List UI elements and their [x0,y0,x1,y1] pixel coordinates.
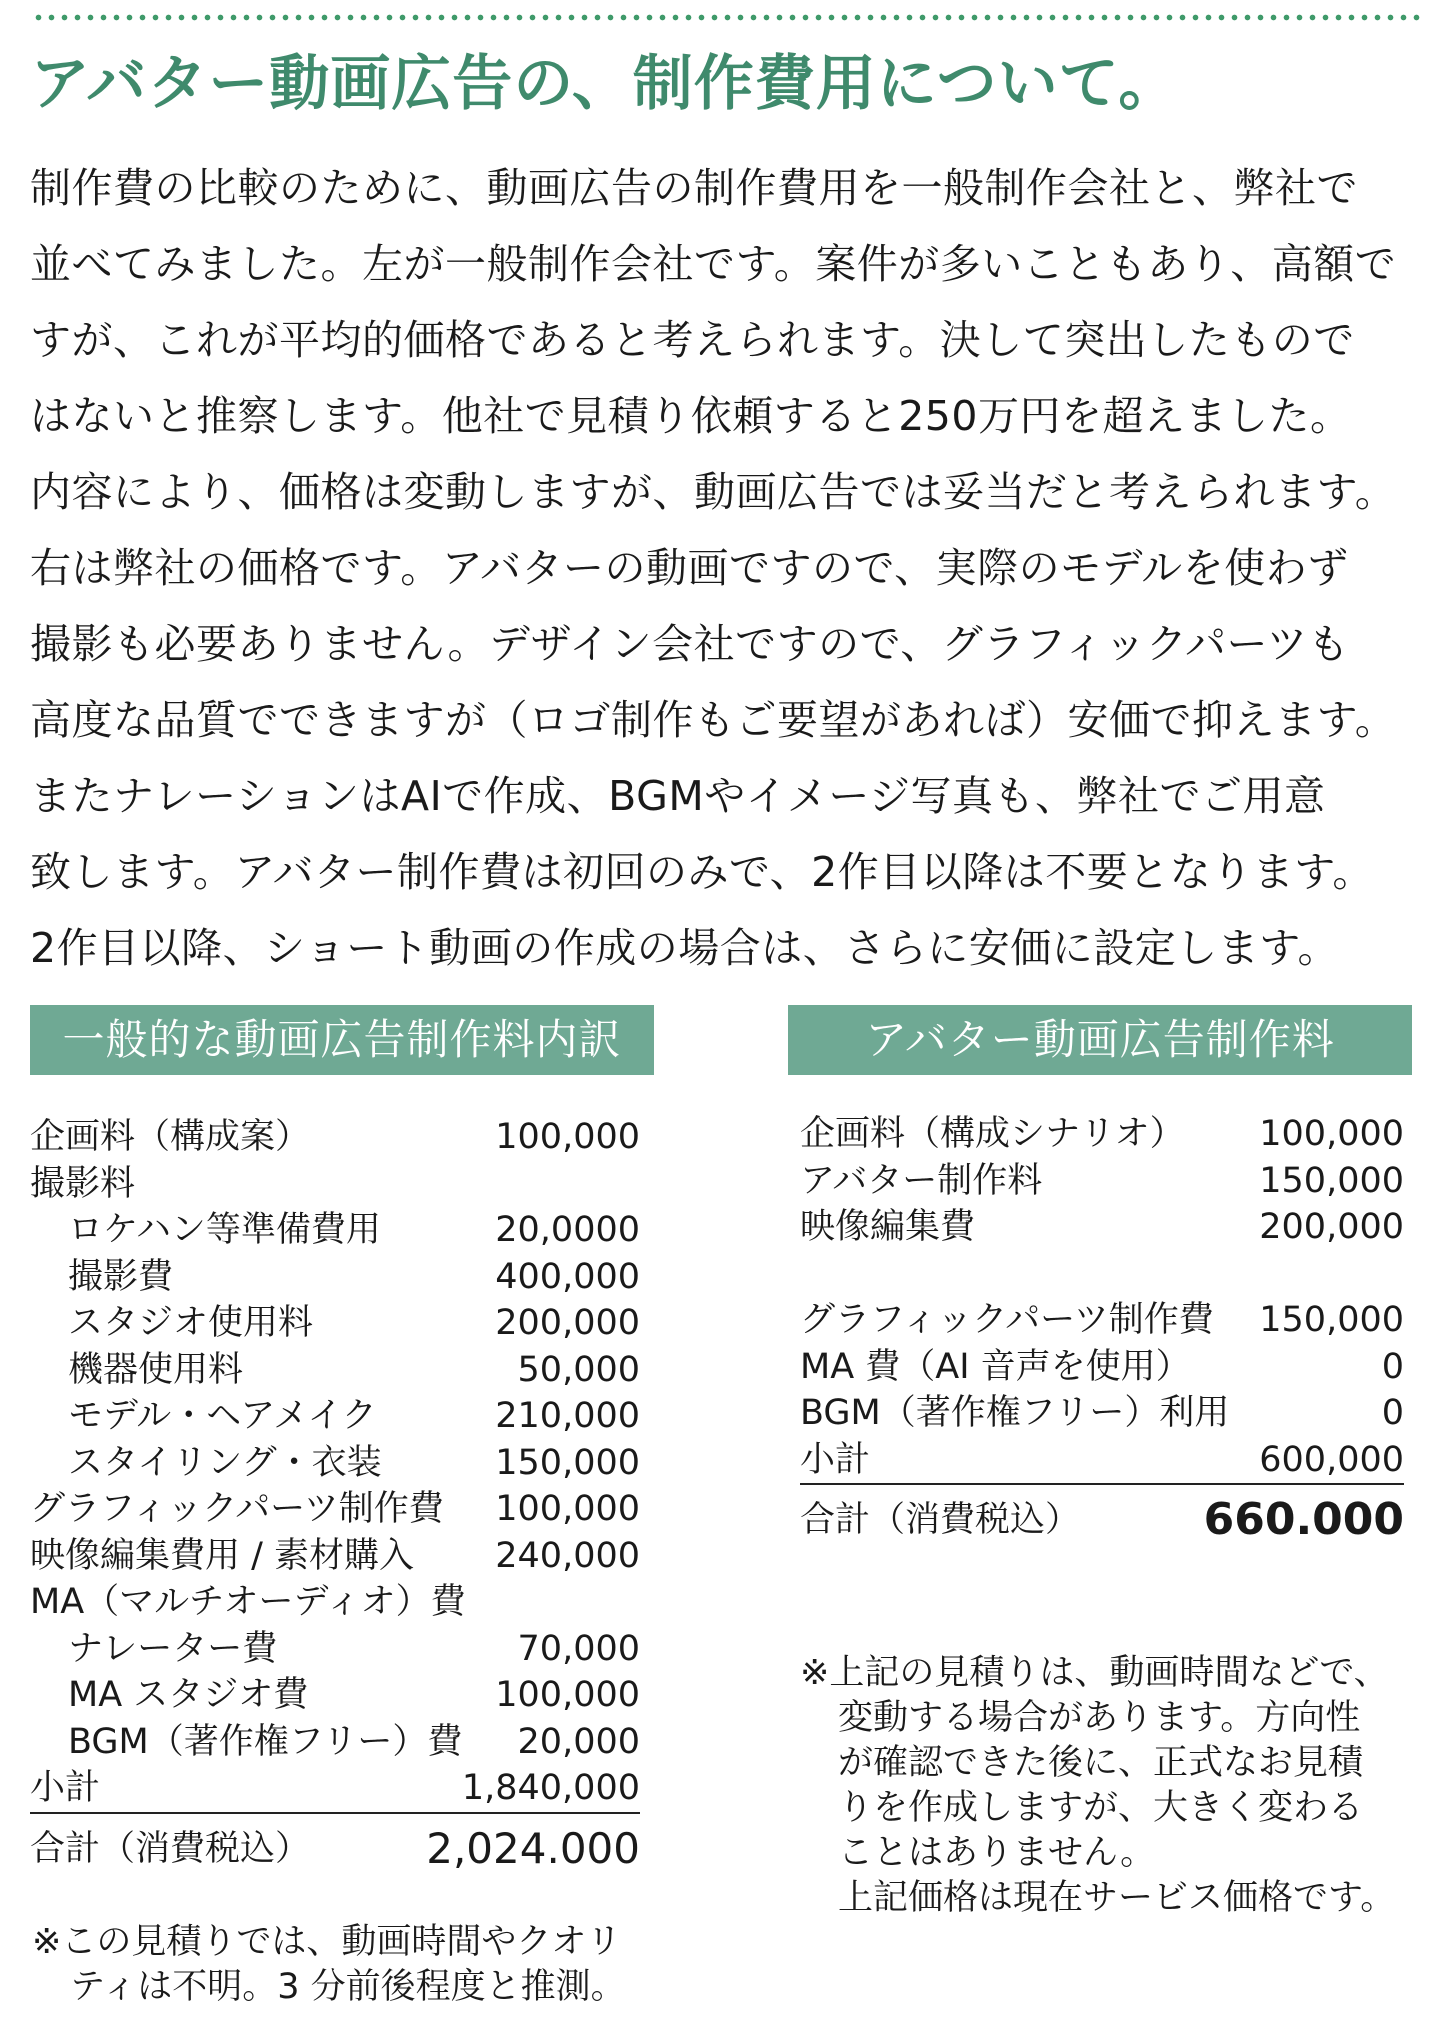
intro-line: 高度な品質でできますが（ロゴ制作もご要望があれば）安価で抑えます。 [30,696,1397,744]
avatar-cost-note [788,1651,1412,1921]
total-row [30,1818,640,1880]
total-value: 2,024.000 [426,1823,640,1873]
cost-item-label: ロケハン等準備費用 [68,1210,381,1250]
total-value: 660.000 [1203,1494,1404,1545]
cost-row [800,1111,1404,1158]
cost-row [800,1390,1404,1437]
cost-item-label: 映像編集費用 / 素材購入 [30,1535,415,1576]
cost-item-value: 200,000 [495,1303,640,1343]
avatar-cost-header: アバター動画広告制作料 [788,1005,1412,1075]
cost-item-label: スタイリング・衣装 [68,1442,382,1483]
cost-item-value: 20,000 [517,1721,640,1762]
cost-item-value: 100,000 [495,1117,640,1157]
subtotal-value: 1,840,000 [461,1768,640,1808]
subtotal-value: 600,000 [1259,1439,1404,1480]
top-dotted-divider [32,14,1422,21]
cost-row [30,1393,640,1440]
cost-row [800,1344,1404,1391]
cost-item-label: 撮影費 [68,1256,174,1297]
cost-item-label: MA（マルチオーディオ）費 [30,1582,466,1622]
intro-line: 撮影も必要ありません。デザイン会社ですので、グラフィックパーツも [30,620,1350,668]
cost-row [30,1347,640,1394]
cost-row [800,1204,1404,1251]
total-label: 合計（消費税込） [30,1828,311,1869]
row-spacer [800,1251,1404,1298]
intro-line: またナレーションはAIで作成、BGMやイメージ写真も、弊社でご用意 [30,772,1326,820]
cost-item-label: 企画料（構成案） [30,1117,311,1157]
cost-item-value: 240,000 [495,1535,640,1576]
cost-item-label: グラフィックパーツ制作費 [800,1300,1214,1340]
cost-item-label: ナレーター費 [68,1628,278,1669]
note-line: ※この見積りでは、動画時間やクオリ [32,1921,622,1962]
cost-item-value: 100,000 [1259,1114,1404,1154]
cost-row [30,1161,640,1208]
note-line: ティは不明。3 分前後程度と推測。 [70,1966,626,2007]
cost-row [800,1158,1404,1205]
general-cost-note [30,1920,654,2010]
cost-item-label: 企画料（構成シナリオ） [800,1114,1185,1154]
cost-row [30,1719,640,1766]
note-line: 上記価格は現在サービス価格です。 [838,1878,1396,1918]
cost-item-value: 0 [1381,1393,1404,1433]
cost-item-label: モデル・ヘアメイク [68,1396,377,1436]
cost-item-label: 撮影料 [30,1163,136,1204]
cost-item-label: MA 費（AI 音声を使用） [800,1346,1191,1387]
note-line: りを作成しますが、大きく変わる [838,1788,1364,1828]
page-title: アバター動画広告の、制作費用について。 [30,49,1180,119]
subtotal-label: 小計 [30,1768,101,1808]
cost-item-label: MA スタジオ費 [68,1675,309,1715]
cost-item-value: 150,000 [1259,1300,1404,1340]
cost-row [800,1297,1404,1344]
cost-item-value: 400,000 [495,1256,640,1297]
cost-row [30,1440,640,1487]
cost-item-value: 210,000 [495,1396,640,1436]
cost-row [30,1114,640,1161]
cost-row [30,1207,640,1254]
cost-row [30,1486,640,1533]
cost-item-value: 100,000 [495,1489,640,1529]
cost-item-label: スタジオ使用料 [68,1303,314,1343]
cost-item-label: 機器使用料 [68,1349,244,1390]
intro-line: 内容により、価格は変動しますが、動画広告では妥当だと考えられます。 [30,468,1397,516]
cost-item-value: 100,000 [495,1675,640,1715]
cost-item-label: BGM（著作権フリー）利用 [800,1393,1230,1433]
cost-item-value: 150,000 [1259,1160,1404,1201]
cost-item-label: 映像編集費 [800,1207,976,1247]
cost-item-label: BGM（著作権フリー）費 [68,1721,463,1762]
total-label: 合計（消費税込） [800,1500,1081,1540]
intro-line: はないと推察します。他社で見積り依頼すると250万円を超えました。 [30,392,1352,440]
subtotal-row [30,1765,640,1814]
cost-item-value: 50,000 [517,1349,640,1390]
note-line: が確認できた後に、正式なお見積 [838,1743,1364,1783]
intro-line: 並べてみました。左が一般制作会社です。案件が多いこともあり、高額で [30,240,1397,288]
cost-row [30,1672,640,1719]
cost-item-label: アバター制作料 [800,1160,1043,1201]
intro-line: 制作費の比較のために、動画広告の制作費用を一般制作会社と、弊社で [30,164,1358,212]
cost-item-value: 150,000 [495,1442,640,1483]
cost-item-value: 70,000 [517,1628,640,1669]
intro-paragraph [30,150,1425,986]
note-line: ※上記の見積りは、動画時間などで、 [800,1653,1389,1693]
subtotal-label: 小計 [800,1439,871,1480]
intro-line: 2作目以降、ショート動画の作成の場合は、さらに安価に設定します。 [30,924,1339,972]
cost-row [30,1300,640,1347]
cost-row [30,1626,640,1673]
intro-line: すが、これが平均的価格であると考えられます。決して突出したもので [30,316,1355,364]
general-cost-column [30,1005,654,2010]
intro-line: 致します。アバター制作費は初回のみで、2作目以降は不要となります。 [30,848,1374,896]
subtotal-row [800,1437,1404,1486]
general-cost-table [30,1114,654,1880]
total-row [800,1489,1404,1551]
cost-item-value: 0 [1381,1346,1404,1387]
intro-line: 右は弊社の価格です。アバターの動画ですので、実際のモデルを使わず [30,544,1349,592]
avatar-cost-column [788,1005,1412,1921]
avatar-cost-table [788,1111,1412,1551]
cost-item-value: 20,0000 [495,1210,640,1250]
cost-item-label: グラフィックパーツ制作費 [30,1489,444,1529]
cost-row [30,1579,640,1626]
note-line: ことはありません。 [838,1833,1156,1873]
note-line: 変動する場合があります。方向性 [838,1698,1361,1738]
cost-row [30,1533,640,1580]
general-cost-header: 一般的な動画広告制作料内訳 [30,1005,654,1075]
cost-row [30,1254,640,1301]
cost-item-value: 200,000 [1259,1207,1404,1247]
